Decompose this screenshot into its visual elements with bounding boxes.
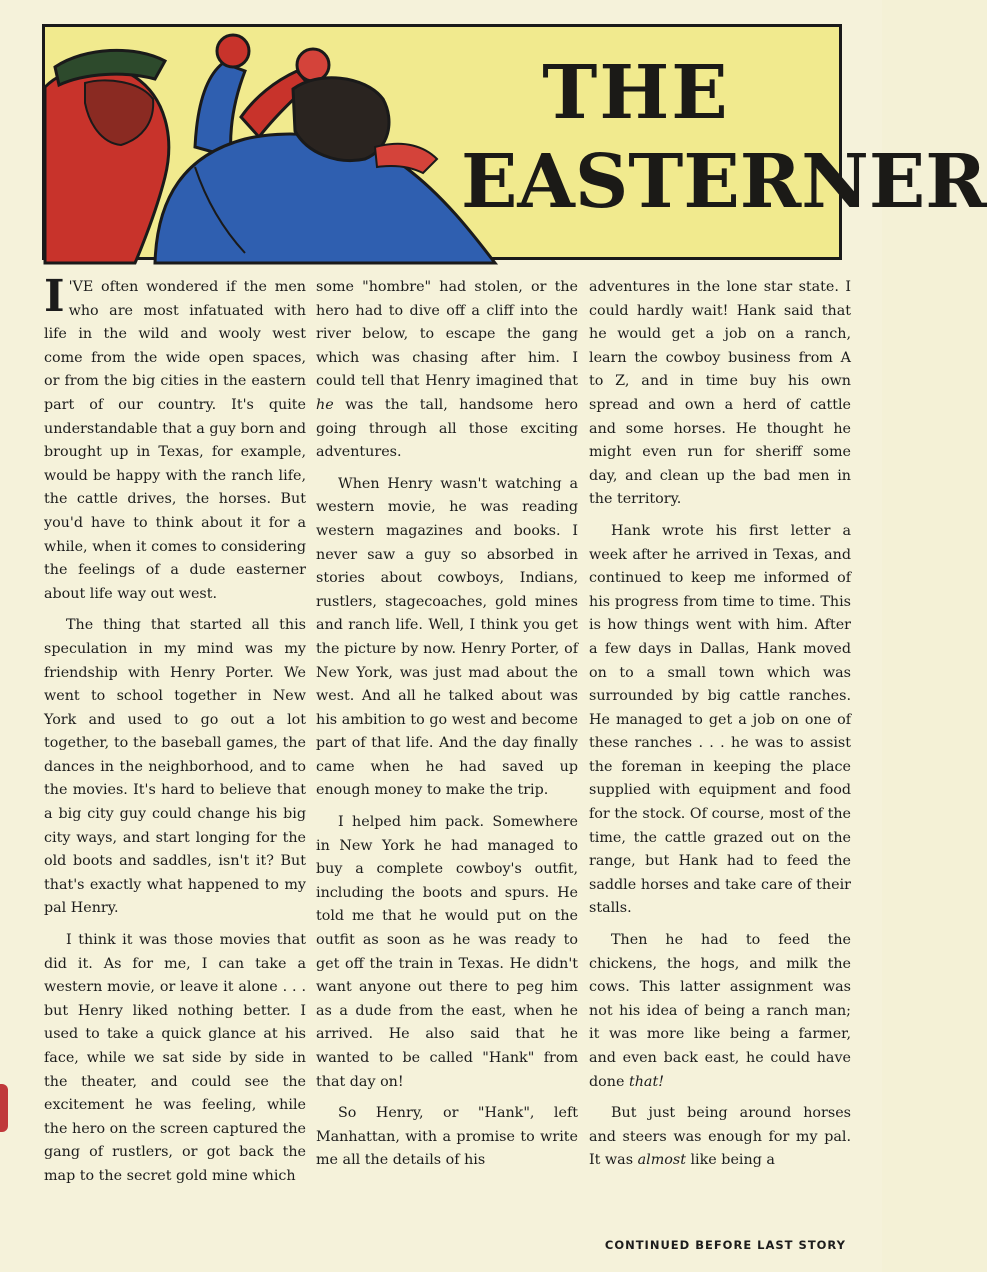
fist-right [297,49,329,81]
text-column-3 [589,276,851,1173]
paragraph: adventures in the lone star state. I could hardly wait! Hank said that he would get a job on a ranch, learn the cowboy business from A to Z, and in time buy his own spread and own a herd of cattle and some horses. He thought he might even run for sheriff some day, and clean up the bad men in the territory. [589,279,851,508]
paragraph: So Henry, or "Hank", left Manhattan, with a promise to write me all the details of his [316,1105,578,1169]
paragraph [589,929,851,1094]
paragraph [44,271,306,606]
text-column-2 [316,276,578,1173]
continued-note: CONTINUED BEFORE LAST STORY [604,1238,846,1252]
paragraph [316,276,578,465]
title-word-the: THE [542,50,730,136]
page-edge-mark [0,1084,8,1132]
emphasis: almost [637,1152,686,1169]
title-word-easterner: EASTERNER [461,139,987,225]
title-banner [42,24,987,260]
paragraph-text: was the tall, handsome hero going through all those exciting adventures. [316,396,578,461]
paragraph: When Henry wasn't watching a western movie, he was reading western magazines and books. I never saw a guy so absorbed in stories about cowboys, Indians, rustlers, stagecoaches, gold mines and ranch life. Well, I think you get the picture by now. Henry Porter, of New York, was just mad about the west. And all he talked about was his ambition to go west and become part of that life. And the day finally came when he had saved up enough money to make the trip. [316,475,578,799]
paragraph-text: some "hombre" had stolen, or the hero had to dive off a cliff into the river below, to escape the gang which was chasing after him. I could tell that Henry imagined that [316,279,578,390]
paragraph: I helped him pack. Somewhere in New York he had managed to buy a complete cowboy's outfit, including the boots and spurs. He told me that he would put on the outfit as soon as he was ready to get off the train in Texas. He didn't want anyone out there to peg him as a dude from the east, when he arrived. He also said that he wanted to be called "Hank" from that day on! [316,814,578,1090]
text-column-1 [44,271,306,1189]
paragraph: Hank wrote his first letter a week after he arrived in Texas, and continued to keep me informed of his progress from time to time. This is how things went with him. After a few days in Dallas, Hank moved on to a small town which was surrounded by big cattle ranches. He managed to get a job on one of these ranches . . . he was to assist the foreman in keeping the place supplied with equipment and food for the stock. Of course, most of the time, the cattle grazed out on the range, but Hank had to feed the saddle horses and take care of their stalls. [589,522,851,917]
paragraph-text: But just being around horses and steers was enough for my pal. It was [589,1105,851,1169]
paragraph-text: 'VE often wondered if the men who are most infatuated with life in the wild and wooly west come from the wide open spaces, or from the big cities in the eastern part of our country. It's quite understandable that a guy born and brought up in Texas, for example, would be happy with the ranch life, the cattle drives, the horses. But you'd have to think about it for a while, when it comes to considering the feelings of a dude easterner about life way out west. [44,279,306,602]
fist-left [217,35,249,67]
drop-cap: I [44,271,65,322]
paragraph: The thing that started all this speculation in my mind was my friendship with Henry Porter. We went to school together in New York and used to go out a lot together, to the baseball games, the dances in the neighborhood, and to the movies. It's hard to believe that a big city guy could change his big city ways, and start longing for the old boots and saddles, isn't it? But that's exactly what happened to my pal Henry. [44,617,306,917]
paragraph-text: Then he had to feed the chickens, the hogs, and milk the cows. This latter assignment was not his idea of being a ranch man; it was more like being a farmer, and even back east, he could have done [589,932,851,1090]
emphasis: he [316,396,334,413]
paragraph-text: like being a [685,1152,775,1169]
paragraph: I think it was those movies that did it. As for me, I can take a western movie, or leave it alone . . . but Henry liked nothing better. I used to take a quick glance at his face, while we sat side by side in the theater, and could see the excitement he was feeling, while the hero on the screen captured the gang of rustlers, or got back the map to the secret gold mine which [44,932,306,1184]
emphasis: that! [628,1073,664,1090]
paragraph [589,1102,851,1173]
